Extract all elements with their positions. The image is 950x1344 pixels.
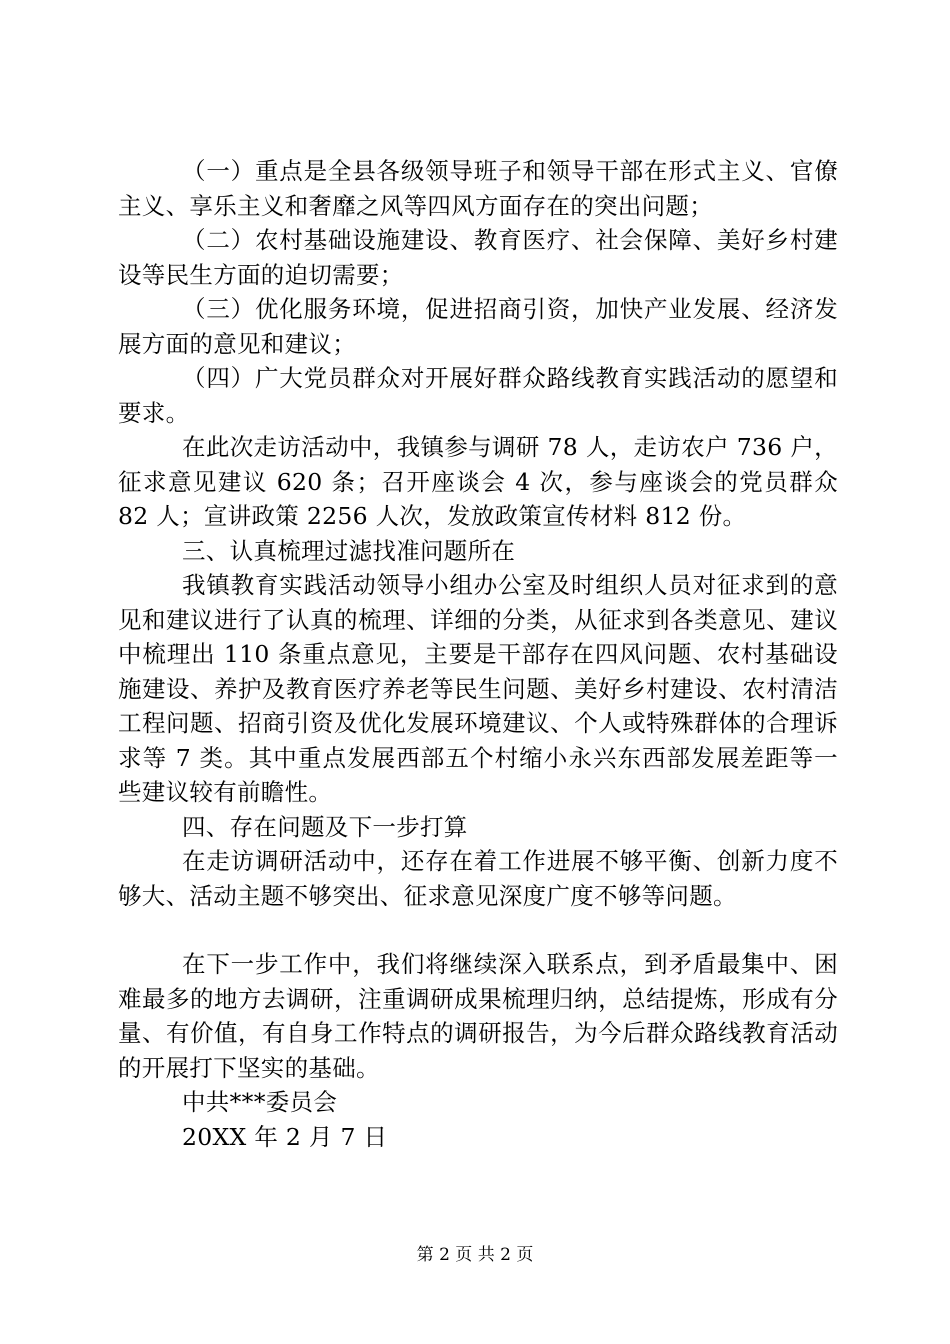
- document-body: [118, 154, 838, 1154]
- section-heading-4: 四、存在问题及下一步打算: [182, 812, 468, 841]
- paragraph-item-4: （四）广大党员群众对开展好群众路线教育实践活动的愿望和要求。: [118, 364, 838, 427]
- signature-org: 中共***委员会: [182, 1088, 338, 1116]
- paragraph-visit-stats: 在此次走访活动中，我镇参与调研 78 人，走访农户 736 户，征求意见建议 620 条；召开座谈会 4 次，参与座谈会的党员群众 82 人；宣讲政策 2256 人次，发放政策宣传材料 812 份。: [118, 433, 838, 530]
- page-footer: 第 2 页 共 2 页: [416, 1245, 534, 1265]
- paragraph-next-steps: 在下一步工作中，我们将继续深入联系点，到矛盾最集中、困难最多的地方去调研，注重调研成果梳理归纳，总结提炼，形成有分量、有价值，有自身工作特点的调研报告，为今后群众路线教育活动的开展打下坚实的基础。: [118, 950, 838, 1082]
- paragraph-review: 我镇教育实践活动领导小组办公室及时组织人员对征求到的意见和建议进行了认真的梳理、详细的分类，从征求到各类意见、建议中梳理出 110 条重点意见，主要是干部存在四风问题、农村基础设施建设、养护及教育医疗养老等民生问题、美好乡村建设、农村清洁工程问题、招商引资及优化发展环境建议、个人或特殊群体的合理诉求等 7 类。其中重点发展西部五个村缩小永兴东西部发展差距等一些建议较有前瞻性。: [118, 571, 838, 806]
- paragraph-item-3: （三）优化服务环境，促进招商引资，加快产业发展、经济发展方面的意见和建议；: [118, 295, 838, 358]
- paragraph-item-2: （二）农村基础设施建设、教育医疗、社会保障、美好乡村建设等民生方面的迫切需要；: [118, 226, 838, 289]
- paragraph-problems: 在走访调研活动中，还存在着工作进展不够平衡、创新力度不够大、活动主题不够突出、征求意见深度广度不够等问题。: [118, 847, 838, 910]
- section-heading-3: 三、认真梳理过滤找准问题所在: [182, 536, 516, 565]
- signature-date: 20XX 年 2 月 7 日: [182, 1122, 388, 1151]
- paragraph-item-1: （一）重点是全县各级领导班子和领导干部在形式主义、官僚主义、享乐主义和奢靡之风等四风方面存在的突出问题；: [118, 157, 838, 220]
